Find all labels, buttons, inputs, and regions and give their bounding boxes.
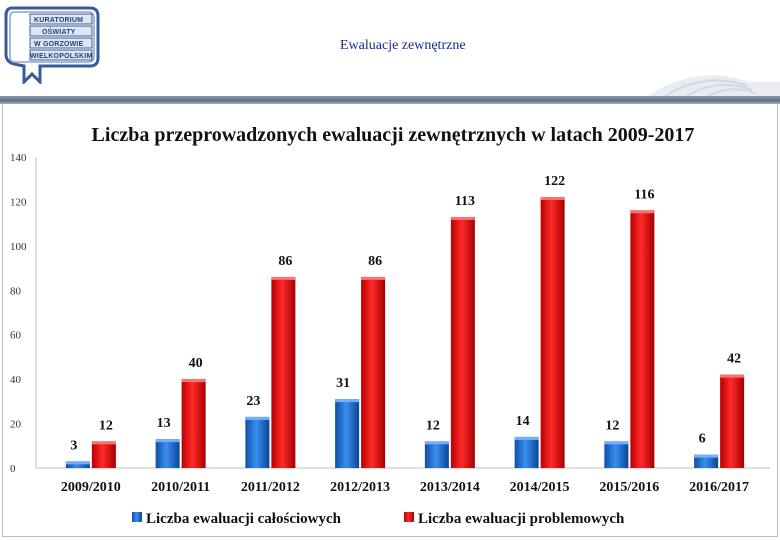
logo-line-2: OŚWIATY (42, 29, 76, 36)
legend-swatch-series-2 (404, 512, 414, 522)
y-tick-label: 100 (10, 240, 27, 253)
logo-line-1: KURATORIUM (34, 17, 84, 24)
header-title: Ewaluacje zewnętrzne (340, 38, 466, 53)
legend-swatch-series-1 (132, 512, 142, 522)
bar-top-highlight (66, 461, 90, 464)
bar-top-highlight (694, 455, 718, 458)
data-label-series-2: 40 (188, 356, 203, 372)
legend (132, 511, 625, 527)
bar-top-highlight (245, 417, 269, 420)
bar-series-2-2013-2014 (451, 217, 475, 468)
data-label-series-2: 113 (454, 193, 475, 209)
bars-group (66, 174, 744, 468)
data-label-series-1: 12 (605, 418, 620, 434)
x-tick-label: 2010/2011 (151, 480, 211, 495)
logo-line-3: W GORZOWIE (34, 41, 84, 48)
legend-label-series-2: Liczba ewaluacji problemowych (418, 511, 625, 527)
data-label-series-2: 42 (727, 351, 742, 367)
y-tick-label: 40 (10, 374, 21, 387)
y-tick-label: 140 (10, 152, 27, 164)
x-tick-label: 2012/2013 (330, 480, 391, 495)
data-label-series-1: 23 (246, 393, 261, 409)
x-tick-label: 2015/2016 (599, 480, 660, 495)
bar-series-2-2015-2016 (630, 210, 654, 468)
data-label-series-1: 13 (156, 416, 171, 432)
data-label-series-2: 12 (98, 418, 113, 434)
bar-top-highlight (604, 441, 628, 444)
x-axis (61, 480, 749, 495)
data-label-series-1: 31 (336, 376, 351, 392)
bar-top-highlight (425, 441, 449, 444)
bar-series-2-2012-2013 (361, 277, 385, 468)
bar-series-1-2014-2015 (515, 437, 539, 468)
y-tick-label: 0 (10, 463, 16, 475)
bar-top-highlight (361, 277, 385, 280)
chart-title: Liczba przeprowadzonych ewaluacji zewnętrznych w latach 2009-2017 (91, 124, 695, 146)
bar-series-2-2009-2010 (92, 441, 116, 468)
bar-top-highlight (335, 399, 359, 402)
y-tick-label: 60 (10, 329, 21, 342)
bar-series-1-2010-2011 (156, 439, 180, 468)
y-tick-label: 80 (10, 285, 21, 298)
data-label-series-2: 86 (278, 253, 293, 269)
y-tick-label: 20 (10, 418, 21, 431)
bar-series-2-2016-2017 (720, 375, 744, 468)
bar-top-highlight (156, 439, 180, 442)
x-tick-label: 2013/2014 (419, 480, 480, 495)
x-tick-label: 2014/2015 (509, 480, 570, 495)
data-label-series-2: 116 (634, 187, 655, 203)
y-axis (10, 152, 27, 475)
bar-top-highlight (451, 217, 475, 220)
bar-series-1-2011-2012 (245, 417, 269, 468)
x-tick-label: 2016/2017 (689, 480, 750, 495)
x-tick-label: 2011/2012 (240, 480, 300, 495)
bar-series-2-2010-2011 (182, 379, 206, 468)
data-label-series-1: 3 (70, 438, 78, 454)
data-label-series-2: 122 (544, 173, 566, 189)
y-tick-label: 120 (10, 196, 27, 209)
logo-line-4: WIELKOPOLSKIM (30, 53, 93, 60)
bar-series-1-2013-2014 (425, 441, 449, 468)
bar-series-1-2012-2013 (335, 399, 359, 468)
bar-top-highlight (182, 379, 206, 382)
bar-top-highlight (630, 210, 654, 213)
bar-series-1-2015-2016 (604, 441, 628, 468)
bar-top-highlight (515, 437, 539, 440)
bar-top-highlight (92, 441, 116, 444)
x-tick-label: 2009/2010 (60, 480, 121, 495)
data-label-series-1: 6 (698, 431, 706, 447)
bar-series-2-2014-2015 (541, 197, 565, 468)
data-label-series-1: 14 (515, 413, 530, 429)
bar-series-2-2011-2012 (271, 277, 295, 468)
bar-top-highlight (541, 197, 565, 200)
data-label-series-2: 86 (368, 253, 383, 269)
data-label-series-1: 12 (425, 418, 440, 434)
bar-top-highlight (271, 277, 295, 280)
legend-label-series-1: Liczba ewaluacji całościowych (146, 511, 341, 527)
bar-top-highlight (720, 375, 744, 378)
